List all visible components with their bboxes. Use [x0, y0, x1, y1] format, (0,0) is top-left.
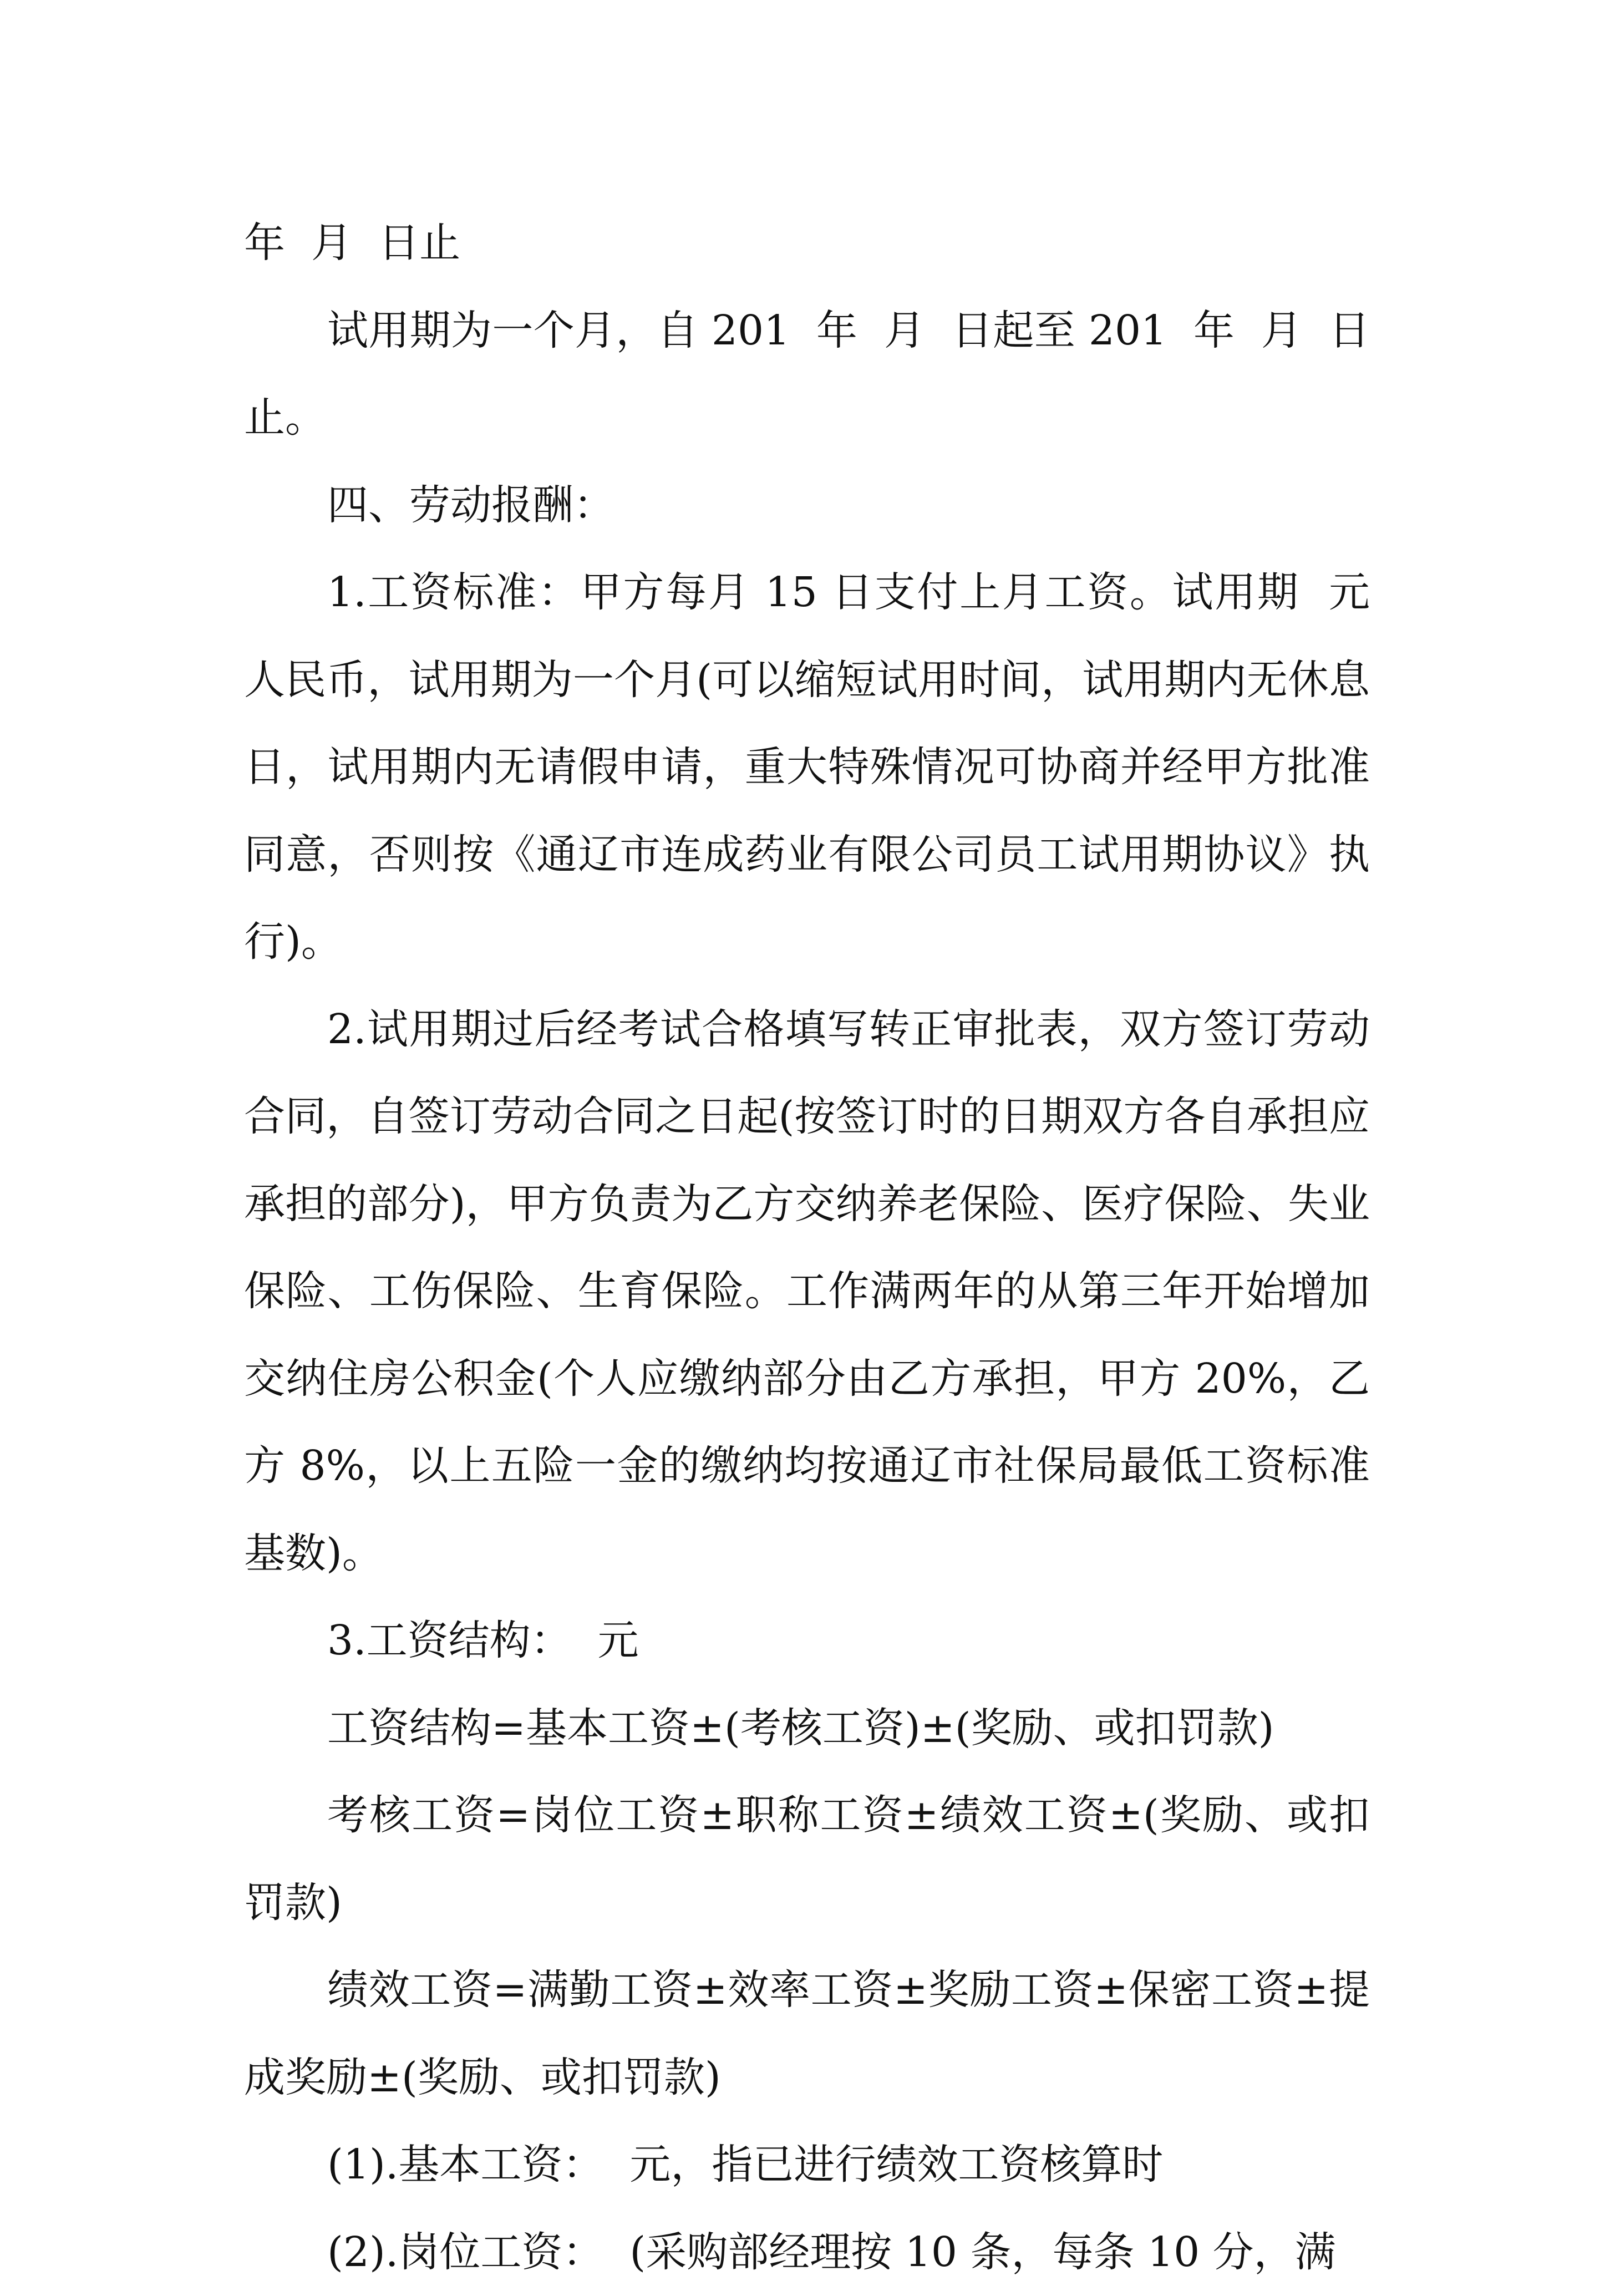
item-position-wage: (2).岗位工资： (采购部经理按 10 条，每条 10 分，满	[244, 2209, 1370, 2296]
paragraph-probation-period: 试用期为一个月，自 201 年 月 日起至 201 年 月 日止。	[244, 287, 1370, 462]
formula-wage-structure: 工资结构=基本工资±(考核工资)±(奖励、或扣罚款)	[244, 1685, 1370, 1772]
document-body	[244, 200, 1370, 2296]
item-basic-wage: (1).基本工资： 元，指已进行绩效工资核算时	[244, 2121, 1370, 2209]
paragraph-wage-standard: 1.工资标准：甲方每月 15 日支付上月工资。试用期 元人民币，试用期为一个月(可以缩短试用时间，试用期内无休息日，试用期内无请假申请，重大特殊情况可协商并经甲方批准同意，否则按《通辽市连成药业有限公司员工试用期协议》执行)。	[244, 549, 1370, 986]
formula-performance-wage: 绩效工资=满勤工资±效率工资±奖励工资±保密工资±提成奖励±(奖励、或扣罚款)	[244, 1947, 1370, 2121]
paragraph-wage-structure: 3.工资结构： 元	[244, 1597, 1370, 1685]
formula-assessment-wage: 考核工资=岗位工资±职称工资±绩效工资±(奖励、或扣罚款)	[244, 1772, 1370, 1947]
paragraph-date-end: 年 月 日止	[244, 200, 1370, 287]
paragraph-contract-insurance: 2.试用期过后经考试合格填写转正审批表，双方签订劳动合同，自签订劳动合同之日起(按签订时的日期双方各自承担应承担的部分)，甲方负责为乙方交纳养老保险、医疗保险、失业保险、工伤保险、生育保险。工作满两年的从第三年开始增加交纳住房公积金(个人应缴纳部分由乙方承担，甲方 20%，乙方 8%，以上五险一金的缴纳均按通辽市社保局最低工资标准基数)。	[244, 986, 1370, 1598]
section-heading-remuneration: 四、劳动报酬：	[244, 462, 1370, 550]
